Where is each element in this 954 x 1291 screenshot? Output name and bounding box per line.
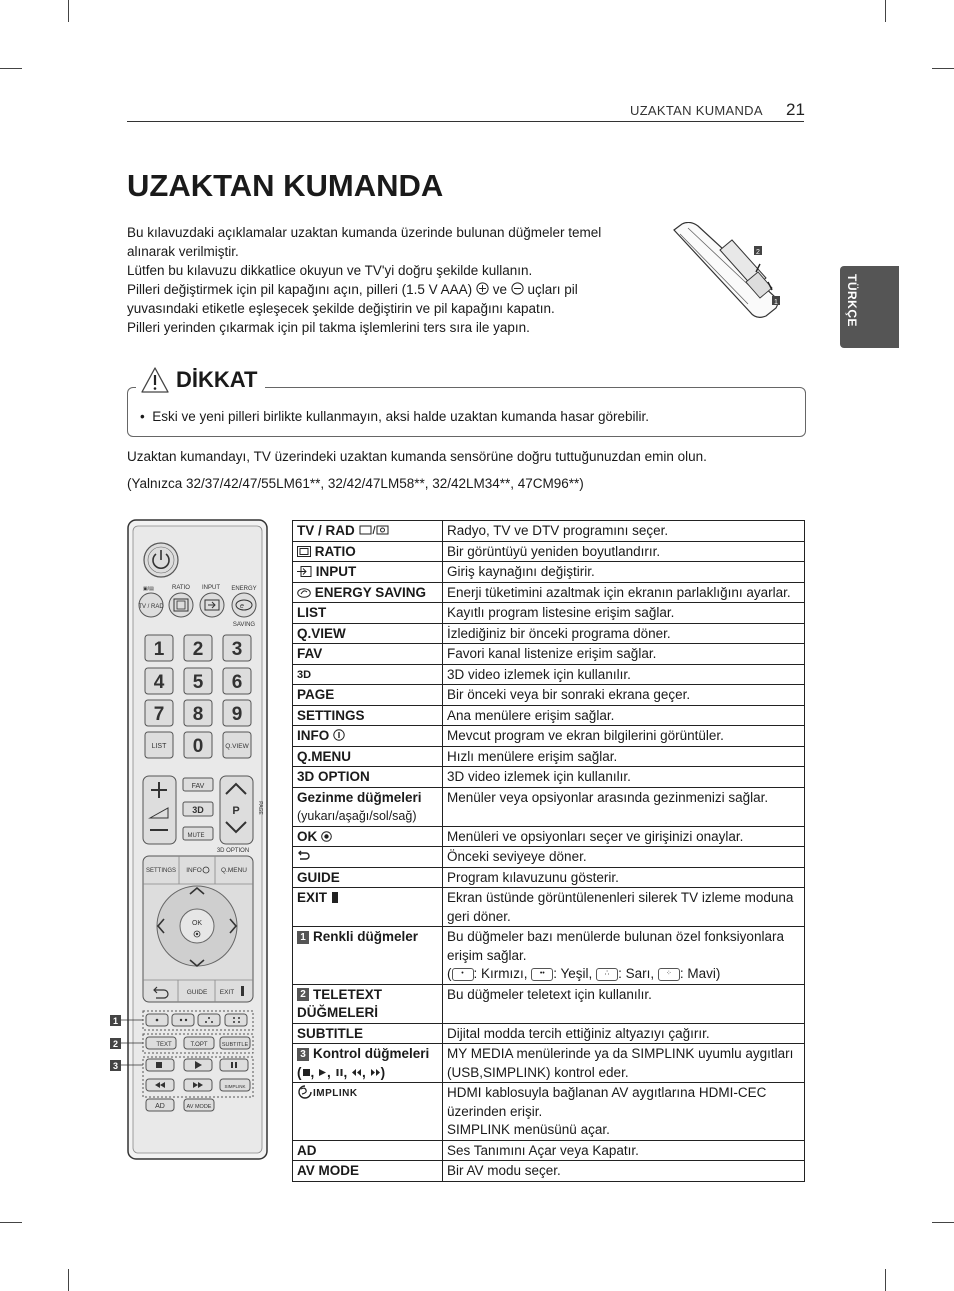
table-row: 3D OPTION 3D video izlemek için kullanılır. [293, 767, 805, 788]
marker-1: 1 [112, 1016, 119, 1026]
crop-mark [68, 1269, 69, 1291]
digit-1: 1 [153, 639, 165, 660]
ok-icon [321, 831, 332, 842]
caution-heading [136, 366, 265, 394]
header-rule [127, 121, 804, 122]
energy-saving-icon [297, 588, 311, 598]
table-row: OK Menüleri ve opsiyonları seçer ve girişinizi onaylar. [293, 826, 805, 847]
ratio-label: RATIO [172, 585, 190, 591]
table-row: 2 TELETEXT DÜĞMELERİ Bu düğmeler teletext için kullanılır. [293, 984, 805, 1023]
intro-line: Pilleri yerinden çıkarmak için pil takma işlemlerini ters sıra ile yapın. [127, 320, 530, 335]
svg-text:e: e [240, 603, 244, 610]
mute-label: MUTE [187, 833, 205, 839]
marker-2: 2 [112, 1039, 119, 1049]
table-row: AV MODE Bir AV modu seçer. [293, 1161, 805, 1182]
option-3d-label: 3D OPTION [216, 848, 250, 854]
table-row: INPUT Giriş kaynağını değiştirir. [293, 562, 805, 583]
threed-label: 3D [192, 805, 204, 815]
table-row: GUIDE Program kılavuzunu gösterir. [293, 867, 805, 888]
blue-dot-icon: ⁘ [658, 968, 680, 981]
page-side-label: PAGE [257, 801, 263, 815]
table-row: EXIT Ekran üstünde görüntülenenleri silerek TV izleme moduna geri döner. [293, 888, 805, 927]
rewind-icon [351, 1068, 362, 1077]
minus-terminal-icon [511, 282, 524, 295]
page-number: 21 [786, 100, 805, 119]
info-label: INFO [186, 867, 202, 874]
topt-label: T.OPT [190, 1042, 208, 1048]
table-row: ENERGY SAVING Enerji tüketimini azaltmak için ekranın parlaklığını ayarlar. [293, 582, 805, 603]
svg-text:2: 2 [756, 249, 760, 256]
digit-8: 8 [192, 704, 204, 725]
green-button [172, 1014, 194, 1026]
digit-9: 9 [231, 704, 243, 725]
green-dot-icon: •• [531, 968, 553, 981]
table-row: Q.MENU Hızlı menülere erişim sağlar. [293, 746, 805, 767]
table-row: AD Ses Tanımını Açar veya Kapatır. [293, 1140, 805, 1161]
paragraph: (Yalnızca 32/37/42/47/55LM61**, 32/42/47LM58**, 32/42LM34**, 47CM96**) [127, 476, 584, 491]
simplink-logo-icon [297, 1084, 371, 1100]
crop-mark [68, 0, 69, 22]
remote-control-illustration [108, 518, 270, 1162]
info-icon [333, 729, 345, 741]
battery-illustration [668, 222, 788, 324]
table-row: PAGE Bir önceki veya bir sonraki ekrana geçer. [293, 685, 805, 706]
pause-icon [335, 1068, 344, 1077]
table-row: SETTINGS Ana menülere erişim sağlar. [293, 705, 805, 726]
yellow-button [198, 1014, 220, 1026]
ok-label: OK [191, 920, 203, 927]
language-tab: TÜRKÇE [840, 266, 899, 348]
svg-text:1: 1 [774, 299, 778, 306]
digit-2: 2 [192, 639, 204, 660]
settings-label: SETTINGS [145, 868, 177, 874]
stop-icon [302, 1068, 311, 1077]
table-row: Q.VIEW İzlediğiniz bir önceki programa döner. [293, 623, 805, 644]
table-row: LIST Kayıtlı program listesine erişim sağlar. [293, 603, 805, 624]
fav-label: FAV [191, 783, 205, 790]
svg-text:IMPLINK: IMPLINK [313, 1088, 358, 1099]
simplink-label: SIMPLINK [224, 1084, 246, 1089]
digit-7: 7 [153, 704, 165, 725]
crop-mark [885, 0, 886, 22]
crop-mark [932, 1222, 954, 1223]
play-icon [318, 1068, 327, 1077]
table-row: Önceki seviyeye döner. [293, 847, 805, 868]
energy-label: ENERGY [231, 586, 257, 592]
caution-title: DİKKAT [176, 367, 258, 392]
text-label: TEXT [156, 1042, 172, 1048]
fast-forward-icon [370, 1068, 381, 1077]
crop-mark [885, 1269, 886, 1291]
tv-rad-label: TV / RAD [138, 604, 164, 610]
list-button-label: LIST [151, 743, 167, 750]
guide-label: GUIDE [186, 989, 208, 996]
page-title: UZAKTAN KUMANDA [127, 168, 444, 203]
key-table [292, 520, 805, 1182]
yellow-dot-icon: ∴ [596, 968, 618, 981]
warning-icon [140, 366, 170, 394]
tv-rad-icon [359, 525, 389, 535]
intro-text [127, 223, 647, 337]
qmenu-label: Q.MENU [221, 867, 247, 874]
crop-mark [932, 68, 954, 69]
intro-line: ve [492, 282, 507, 297]
ratio-button [169, 593, 193, 617]
intro-line: Lütfen bu kılavuzu dikkatlice okuyun ve TV'yi doğru şekilde kullanın. [127, 263, 533, 278]
table-row: TV / RAD Radyo, TV ve DTV programını seçer. [293, 521, 805, 542]
table-row: Gezinme düğmeleri (yukarı/aşağı/sol/sağ) Menüler veya opsiyonlar arasında gezinmenizi sağlar. [293, 787, 805, 826]
table-row: 1 Renkli düğmeler Bu düğmeler bazı menülerde bulunan özel fonksiyonlara erişim sağlar. ( • : Kırmızı, •• : Yeşil, ∴ : Sarı, ⁘ : Mavi) [293, 927, 805, 985]
exit-icon [331, 891, 339, 904]
paragraph: Uzaktan kumandayı, TV üzerindeki uzaktan kumanda sensörüne doğru tuttuğunuzdan emin olun. [127, 449, 707, 464]
subtitle-label: SUBTITLE [221, 1042, 249, 1048]
digit-4: 4 [153, 672, 165, 693]
table-row: FAV Favori kanal listenize erişim sağlar. [293, 644, 805, 665]
marker-3: 3 [112, 1061, 119, 1071]
intro-line: Pilleri değiştirmek için pil kapağını açın, pilleri (1.5 V AAA) [127, 282, 473, 297]
digit-6: 6 [231, 672, 243, 693]
table-row: 3D 3D video izlemek için kullanılır. [293, 664, 805, 685]
plus-terminal-icon [476, 282, 489, 295]
table-row: RATIO Bir görüntüyü yeniden boyutlandırır. [293, 541, 805, 562]
crop-mark [0, 1222, 22, 1223]
running-header: UZAKTAN KUMANDA [630, 103, 763, 118]
ratio-icon [297, 546, 311, 557]
ad-label: AD [155, 1103, 165, 1110]
back-icon [297, 850, 310, 861]
caution-text: • Eski ve yeni pilleri birlikte kullanmayın, aksi halde uzaktan kumanda hasar görebilir. [140, 409, 649, 424]
digit-5: 5 [192, 672, 204, 693]
table-row: IMPLINK HDMI kablosuyla bağlanan AV aygıtlarına HDMI-CEC üzerinden erişir. SIMPLINK menüsünü açar. [293, 1083, 805, 1141]
exit-label: EXIT [219, 989, 235, 996]
table-row: INFO Mevcut program ve ekran bilgilerini görüntüler. [293, 726, 805, 747]
svg-text:▣/▤: ▣/▤ [143, 586, 154, 592]
crop-mark [0, 68, 22, 69]
input-label: INPUT [202, 585, 220, 591]
qview-button-label: Q.VIEW [225, 743, 249, 750]
intro-line: Bu kılavuzdaki açıklamalar uzaktan kumanda üzerinde bulunan düğmeler temel alınarak verilmiştir. [127, 225, 602, 259]
table-row: SUBTITLE Dijital modda tercih ettiğiniz altyazıyı çağırır. [293, 1023, 805, 1044]
saving-label: SAVING [232, 622, 256, 628]
blue-button [225, 1014, 247, 1026]
red-dot-icon: • [452, 968, 474, 981]
p-label: P [232, 805, 240, 817]
avmode-label: AV MODE [186, 1104, 212, 1110]
input-icon [297, 566, 312, 577]
intro-line: uçları pil yuvasındaki etiketle eşleşecek şekilde değiştirin ve pil kapağını kapatın. [127, 282, 578, 316]
digit-3: 3 [231, 639, 243, 660]
table-row: 3 Kontrol düğmeleri ( , , , , ) MY MEDIA menülerinde ya da SIMPLINK uyumlu aygıtları (USB,SIMPLINK) kontrol eder. [293, 1044, 805, 1083]
digit-0: 0 [192, 736, 204, 757]
